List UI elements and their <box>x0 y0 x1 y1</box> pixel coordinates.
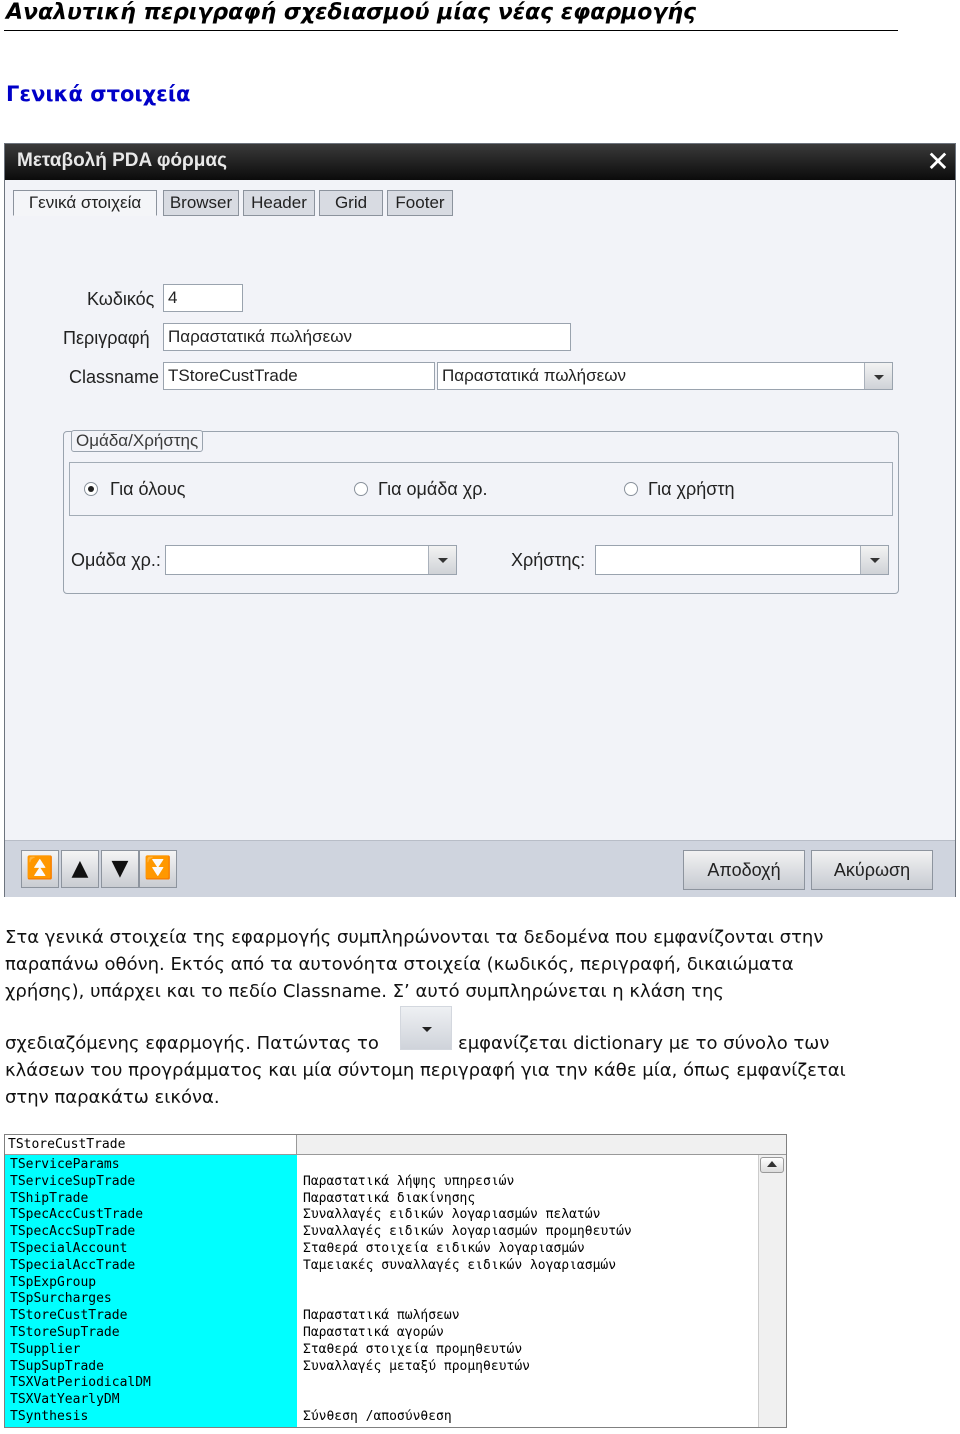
classname-description-combo[interactable] <box>437 362 893 390</box>
class-name-cell[interactable]: TSpSurcharges <box>10 1291 112 1307</box>
class-name-cell[interactable]: TServiceParams <box>10 1157 120 1172</box>
chevron-down-icon[interactable] <box>864 363 892 389</box>
class-name-cell[interactable]: TSupSupTrade <box>10 1358 104 1374</box>
first-record-icon[interactable]: ⏫ <box>21 850 59 888</box>
user-group-label: Ομάδα χρ.: <box>71 550 161 570</box>
pda-form-dialog <box>4 143 956 897</box>
user-combo[interactable] <box>595 545 889 575</box>
class-description-cell[interactable]: Συναλλαγές ειδικών λογαριασμών προμηθευτών <box>303 1224 632 1240</box>
class-name-cell[interactable]: TSynthesis <box>10 1409 89 1424</box>
code-field[interactable]: 4 <box>163 284 243 312</box>
class-description-cell[interactable]: Σταθερά στοιχεία ειδικών λογαριασμών <box>303 1241 585 1256</box>
class-description-cell[interactable]: Σύνθεση /αποσύνθεση <box>303 1409 452 1424</box>
class-description-cell[interactable]: Συναλλαγές μεταξύ προμηθευτών <box>303 1358 530 1374</box>
radio-single-user-label[interactable]: Για χρήστη <box>648 479 735 499</box>
class-description-cell[interactable]: Σταθερά στοιχεία προμηθευτών <box>303 1341 523 1357</box>
class-description-cell[interactable]: Παραστατικά αγορών <box>303 1325 444 1340</box>
section-heading: Γενικά στοιχεία <box>6 82 191 106</box>
radio-user-group[interactable] <box>354 482 368 496</box>
chevron-down-icon[interactable] <box>860 546 888 574</box>
scrollbar[interactable] <box>758 1155 786 1428</box>
class-name-cell[interactable]: TSpExpGroup <box>10 1274 97 1290</box>
dialog-title: Μεταβολή PDA φόρμας <box>17 150 227 171</box>
tab-general[interactable]: Γενικά στοιχεία <box>13 190 157 216</box>
class-dictionary-list <box>4 1134 787 1428</box>
class-description-cell[interactable]: Παραστατικά λήψης υπηρεσιών <box>303 1173 515 1189</box>
class-name-cell[interactable]: TSpecialAccount <box>10 1241 128 1256</box>
cancel-button[interactable]: Ακύρωση <box>811 850 933 890</box>
dropdown-button-image <box>400 1006 452 1050</box>
paragraph-line: Στα γενικά στοιχεία της εφαρμογής συμπληρώνονται τα δεδομένα που εμφανίζονται στην <box>5 927 824 948</box>
radio-single-user[interactable] <box>624 482 638 496</box>
rights-radio-panel <box>69 462 893 516</box>
radio-all-users[interactable] <box>84 482 98 496</box>
class-name-cell[interactable]: TSupplier <box>10 1341 81 1357</box>
document-title: Αναλυτική περιγραφή σχεδιασμού μίας νέας εφαρμογής <box>6 0 697 25</box>
paragraph-line: χρήσης), υπάρχει και το πεδίο Classname. Σ’ αυτό συμπληρώνεται η κλάση της <box>5 981 724 1002</box>
class-name-cell[interactable]: TSpecialAccTrade <box>10 1257 136 1273</box>
user-group-legend: Ομάδα/Χρήστης <box>71 430 203 452</box>
next-record-icon[interactable]: ▼ <box>101 850 139 888</box>
radio-user-group-label[interactable]: Για ομάδα χρ. <box>378 479 488 499</box>
paragraph-line: σχεδιαζόμενης εφαρμογής. Πατώντας το <box>5 1033 379 1054</box>
class-description-cell[interactable]: Συναλλαγές ειδικών λογαριασμών πελατών <box>303 1207 601 1223</box>
paragraph-line: στην παρακάτω εικόνα. <box>5 1087 220 1108</box>
paragraph-line: εμφανίζεται dictionary με το σύνολο των <box>458 1033 830 1054</box>
previous-record-icon[interactable]: ▲ <box>61 850 99 888</box>
description-label: Περιγραφή <box>63 328 150 348</box>
classname-description-value: Παραστατικά πωλήσεων <box>442 366 626 385</box>
classname-label: Classname <box>69 367 160 387</box>
class-description-cell[interactable]: Παραστατικά διακίνησης <box>303 1190 476 1206</box>
chevron-down-icon[interactable] <box>428 546 456 574</box>
tab-grid[interactable]: Grid <box>319 190 383 216</box>
radio-all-users-label[interactable]: Για όλους <box>110 479 186 499</box>
last-record-icon[interactable]: ⏬ <box>139 850 177 888</box>
user-label: Χρήστης: <box>511 550 586 570</box>
scroll-up-icon[interactable] <box>760 1157 784 1173</box>
class-name-cell[interactable]: TServiceSupTrade <box>10 1173 136 1189</box>
class-name-cell[interactable]: TStoreCustTrade <box>10 1308 128 1324</box>
tab-header[interactable]: Header <box>243 190 315 216</box>
paragraph-line: κλάσεων του προγράμματος και μία σύντομη περιγραφή για την κάθε μία, όπως εμφανίζεται <box>5 1060 846 1081</box>
tab-footer[interactable]: Footer <box>387 190 453 216</box>
class-name-cell[interactable]: TSpecAccSupTrade <box>10 1224 136 1240</box>
class-name-cell[interactable]: TShipTrade <box>10 1190 89 1206</box>
user-group-combo[interactable] <box>165 545 457 575</box>
class-search-field[interactable]: TStoreCustTrade <box>5 1135 297 1155</box>
classname-field[interactable]: TStoreCustTrade <box>163 362 435 390</box>
paragraph-line: παραπάνω οθόνη. Εκτός από τα αυτονόητα στοιχεία (κωδικός, περιγραφή, δικαιώματα <box>5 954 794 975</box>
code-label: Κωδικός <box>87 289 155 309</box>
title-divider <box>4 30 898 31</box>
class-name-cell[interactable]: TSXVatPeriodicalDM <box>10 1375 151 1391</box>
class-name-cell[interactable]: TStoreSupTrade <box>10 1325 120 1340</box>
dialog-titlebar <box>5 144 955 180</box>
class-name-cell[interactable]: TSXVatYearlyDM <box>10 1392 120 1408</box>
class-name-cell[interactable]: TSpecAccCustTrade <box>10 1207 144 1223</box>
description-field[interactable]: Παραστατικά πωλήσεων <box>163 323 571 351</box>
list-header-blank <box>297 1135 787 1155</box>
accept-button[interactable]: Αποδοχή <box>683 850 805 890</box>
class-description-cell[interactable]: Παραστατικά πωλήσεων <box>303 1308 460 1324</box>
tab-browser[interactable]: Browser <box>163 190 239 216</box>
class-description-cell[interactable]: Ταμειακές συναλλαγές ειδικών λογαριασμών <box>303 1257 617 1273</box>
close-icon[interactable]: ✕ <box>926 145 950 178</box>
